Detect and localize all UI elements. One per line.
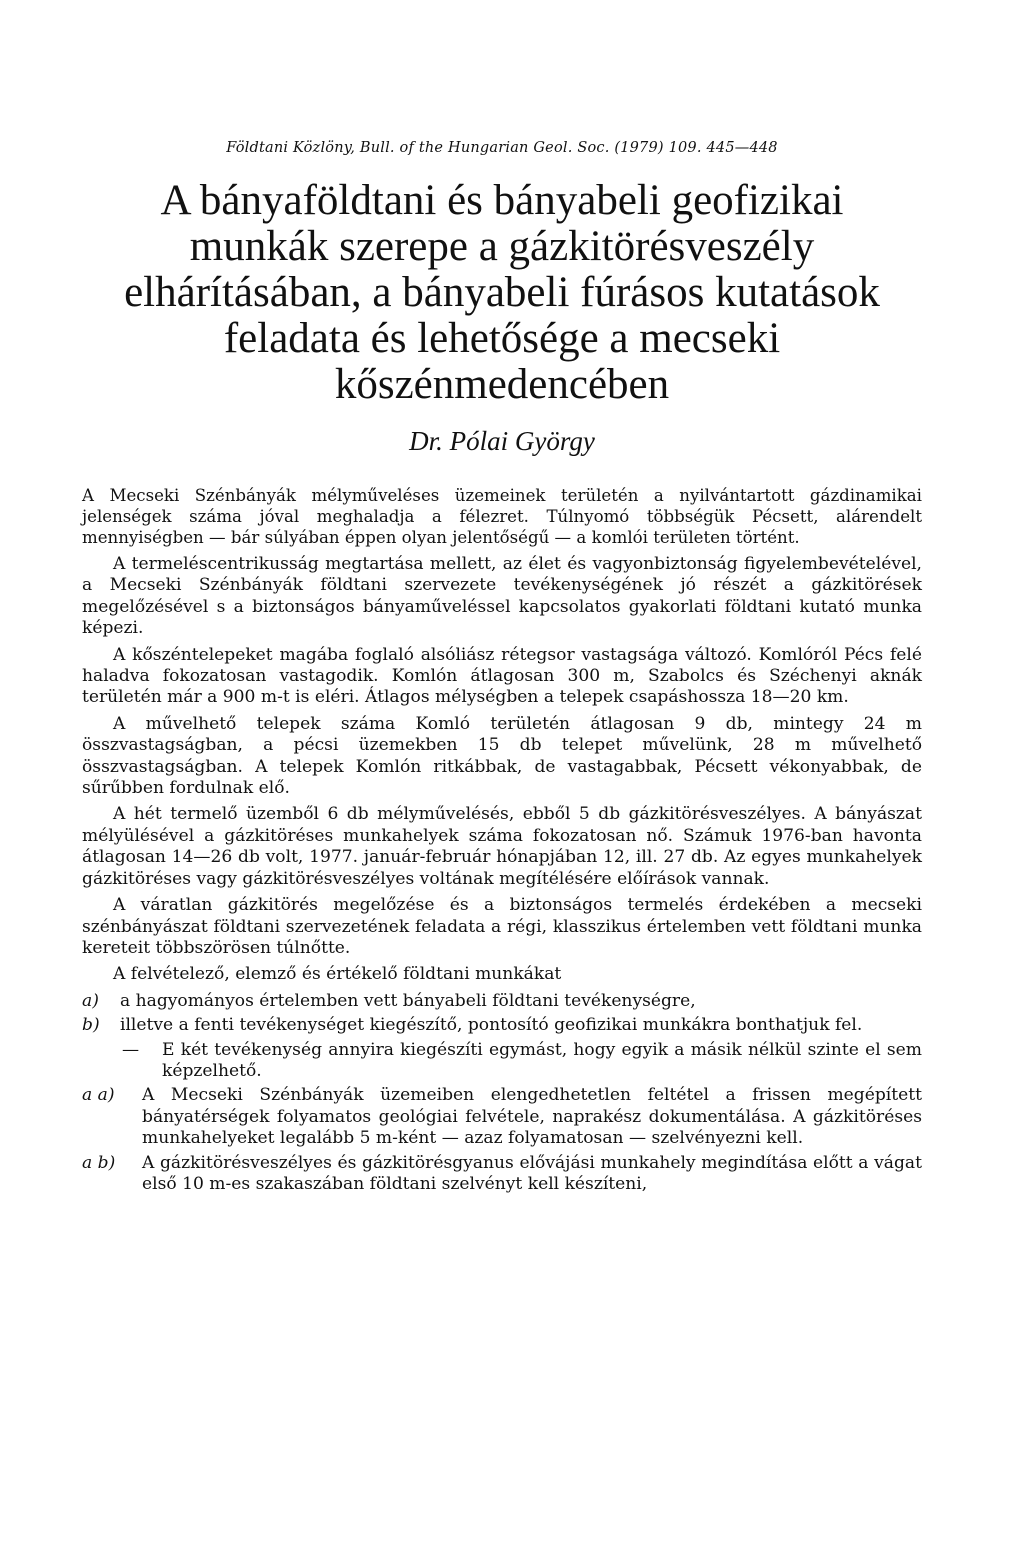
list-item [82, 1153, 922, 1196]
title-line: kőszénmedencében [334, 361, 670, 408]
list-item-label: a a) [82, 1085, 115, 1106]
title-line: elhárításában, a bányabeli fúrásos kutatások [124, 269, 880, 316]
article-body [82, 554, 922, 1195]
list-item [82, 1040, 922, 1083]
journal-citation: Földtani Közlöny, Bull. of the Hungarian Geol. Soc. (1979) 109. 445—448 [226, 140, 778, 156]
author: Dr. Pólai György [409, 426, 595, 456]
list-item-text: A gázkitörésveszélyes és gázkitörésgyanus elővájási munkahely megindítása előtt a vágat első 10 m-es szakaszában földtani szelvényt kell készíteni, [142, 1152, 922, 1194]
article-title [82, 178, 922, 408]
list-item-label: a b) [82, 1152, 116, 1173]
title-line: munkák szerepe a gázkitörésveszély [189, 223, 815, 270]
paragraph: A termeléscentrikusság megtartása mellett, az élet és vagyonbiztonság figyelembevételével, a Mecseki Szénbányák földtani szervezete tevékenységének jó részét a gázkitörések megelőzésével s a biztonságos bányaműveléssel kapcsolatos gyakorlati földtani kutató munka képezi. [82, 554, 922, 639]
paragraph: A hét termelő üzemből 6 db mélyművelésés, ebből 5 db gázkitörésveszélyes. A bányászat mélyülésével a gázkitöréses munkahelyek száma fokozatosan nő. Számuk 1976-ban havonta átlagosan 14—26 db volt, 1977. január-február hónapjában 12, ill. 27 db. Az egyes munkahelyek gázkitöréses vagy gázkitörésveszélyes voltának megítélésére előírások vannak. [82, 804, 922, 889]
list-item-text: A Mecseki Szénbányák üzemeiben elengedhetetlen feltétel a frissen megépített bányatérségek folyamatos geológiai felvétele, naprakész dokumentálása. A gázkitöréses munkahelyeket legalább 5 m-ként — azaz folyamatosan — szelvényezni kell. [142, 1085, 922, 1149]
list-item-text: E két tevékenység annyira kiegészíti egymást, hogy egyik a másik nélkül szinte el sem képzelhető. [162, 1039, 922, 1081]
list-item [82, 991, 922, 1012]
list-item-label: — [122, 1039, 140, 1060]
list-item-text: a hagyományos értelemben vett bányabeli földtani tevékenységre, [120, 990, 696, 1011]
paragraph: A váratlan gázkitörés megelőzése és a biztonságos termelés érdekében a mecseki szénbányászat földtani szervezetének feladata a régi, klasszikus értelemben vett földtani munka kereteit többszörösen túlnőtte. [82, 895, 922, 958]
list-item-label: a) [82, 990, 99, 1011]
paragraph: A kőszéntelepeket magába foglaló alsóliász rétegsor vastagsága változó. Komlóról Pécs felé haladva fokozatosan vastagodik. Komlón átlagosan 300 m, Szabolcs és Széchenyi aknák területén már a 900 m-t is eléri. Átlagos mélységben a telepek csapáshossza 18—20 km. [82, 644, 922, 708]
list-item-text: illetve a fenti tevékenységet kiegészítő, pontosító geofizikai munkákra bonthatjuk fel. [120, 1015, 863, 1036]
paragraph: A művelhető telepek száma Komló területén átlagosan 9 db, mintegy 24 m összvastagságban, a pécsi üzemekben 15 db telepet művelünk, 28 m művelhető összvastagságban. A telepek Komlón ritkábbak, de vastagabbak, Pécsett vékonyabbak, de sűrűbben fordulnak elő. [82, 713, 922, 799]
list-item [82, 1085, 922, 1149]
page [82, 140, 922, 1198]
list-item-label: b) [82, 1015, 100, 1036]
abstract: A Mecseki Szénbányák mélyműveléses üzemeinek területén a nyilvántartott gázdinamikai jelenségek száma jóval meghaladja a félezret. Túlnyomó többségük Pécsett, alárendelt mennyiségben — bár súlyában éppen olyan jelentőségű — a komlói területen történt. [82, 486, 922, 547]
paragraph: A felvételező, elemző és értékelő földtani munkákat [113, 964, 562, 985]
list-item [82, 1015, 922, 1036]
title-line: feladata és lehetősége a mecseki [223, 315, 781, 362]
title-line: A bányaföldtani és bányabeli geofizikai [160, 177, 844, 224]
